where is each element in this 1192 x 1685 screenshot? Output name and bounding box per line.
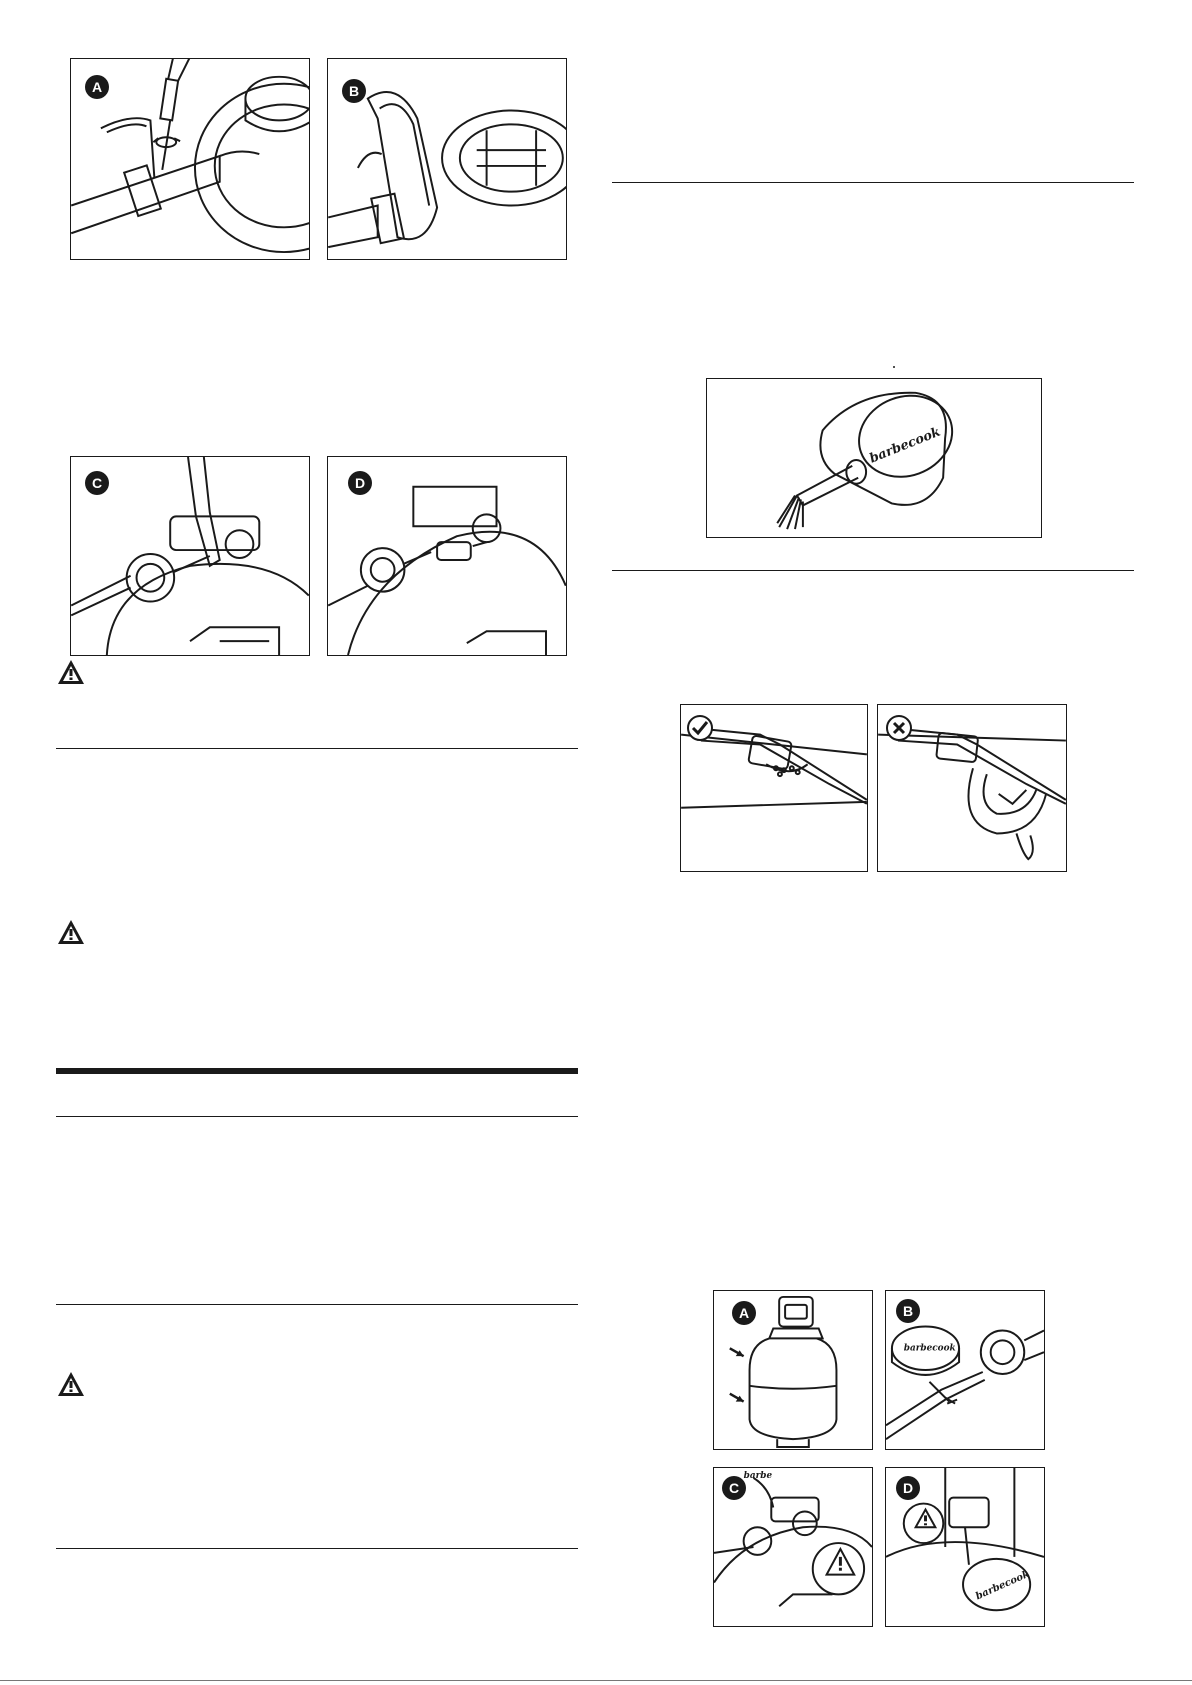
cross-icon — [886, 715, 912, 741]
section-divider-thick — [56, 1068, 578, 1074]
figure-badge: D — [348, 471, 372, 495]
section-divider — [612, 570, 1134, 571]
figure-hose-clamp-b — [327, 58, 567, 260]
section-divider — [612, 182, 1134, 183]
figure-hose-clamp-a — [70, 58, 310, 260]
figure-badge: B — [342, 79, 366, 103]
figure-leak-check-leak — [877, 704, 1067, 872]
stray-mark — [893, 366, 895, 368]
section-divider — [56, 1116, 578, 1117]
brand-logo-text: barbe — [743, 1470, 773, 1481]
figure-badge: B — [896, 1299, 920, 1323]
figure-cylinder-a — [713, 1290, 873, 1450]
figure-leak-test-brush — [706, 378, 1042, 538]
figure-cylinder-c — [713, 1467, 873, 1627]
warning-icon — [56, 918, 86, 946]
brand-logo-text: barbecook — [867, 424, 943, 467]
leak-test-brush-bottle-illustration — [707, 379, 1041, 537]
figure-badge: A — [732, 1301, 756, 1325]
page-footer-line — [0, 1680, 1192, 1681]
figure-badge: C — [722, 1476, 746, 1500]
figure-badge: A — [85, 75, 109, 99]
warning-icon — [56, 1370, 86, 1398]
section-divider — [56, 1304, 578, 1305]
figure-badge: C — [85, 471, 109, 495]
warning-icon — [56, 658, 86, 686]
section-divider — [56, 748, 578, 749]
figure-leak-check-ok — [680, 704, 868, 872]
figure-cylinder-b — [885, 1290, 1045, 1450]
brand-logo-text: barbecook — [974, 1568, 1032, 1603]
figure-valve-d — [327, 456, 567, 656]
checkmark-icon — [687, 715, 713, 741]
figure-cylinder-d — [885, 1467, 1045, 1627]
figure-badge: D — [896, 1476, 920, 1500]
brand-logo-text: barbecook — [903, 1343, 956, 1354]
figure-valve-c — [70, 456, 310, 656]
section-divider — [56, 1548, 578, 1549]
